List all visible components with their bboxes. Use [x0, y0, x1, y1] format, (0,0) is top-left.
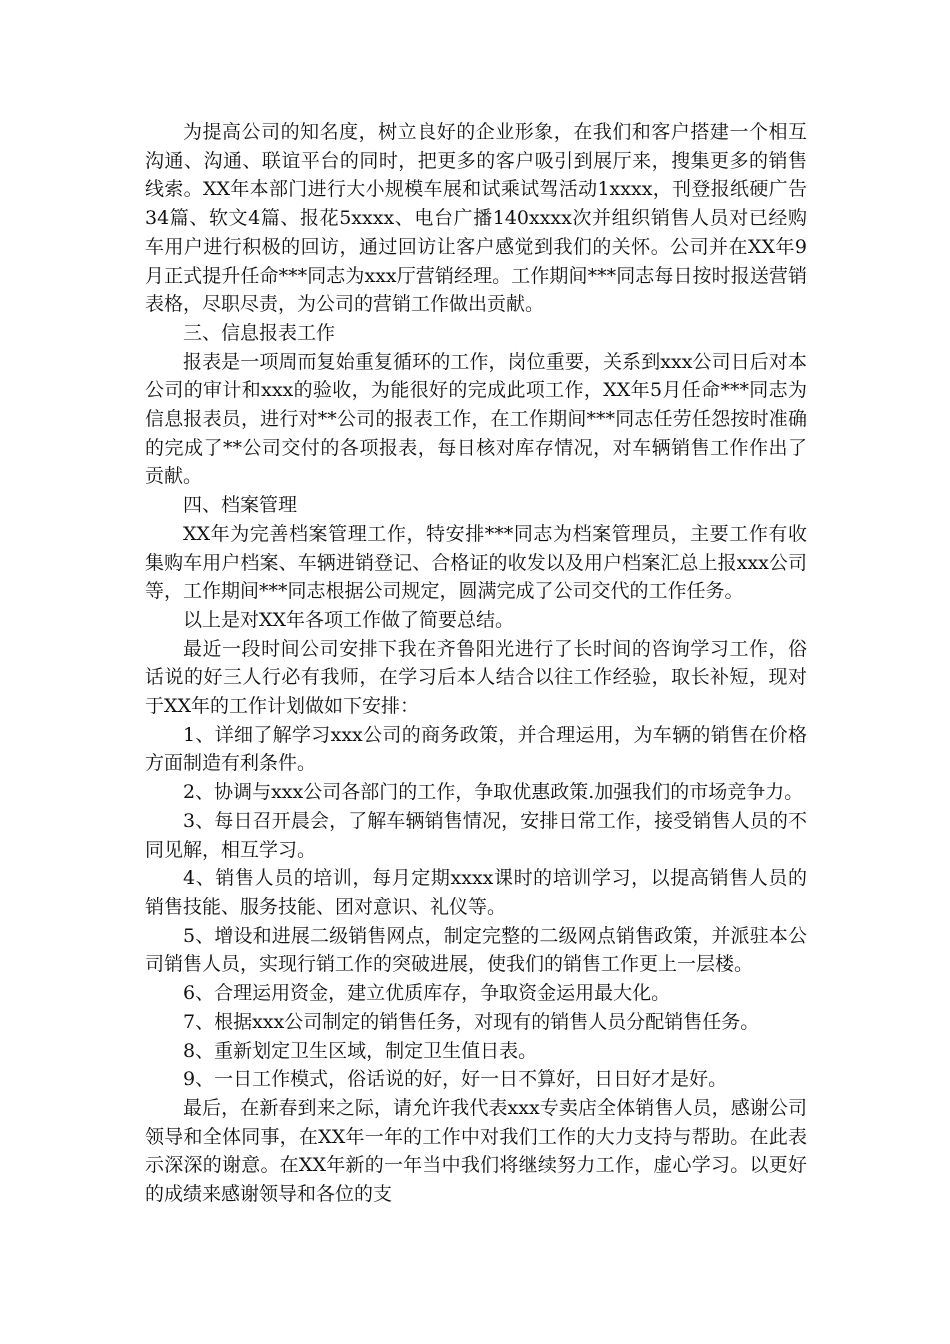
paragraph-closing: 最后，在新春到来之际，请允许我代表xxx专卖店全体销售人员，感谢公司领导和全体同事，在XX年一年的工作中对我们工作的大力支持与帮助。在此表示深深的谢意。在XX年新的一年当中我们将继续努力工作，虚心学习。以更好的成绩来感谢领导和各位的支 [145, 1096, 807, 1206]
document-body [145, 118, 807, 1209]
section-heading-reports: 三、信息报表工作 [183, 321, 336, 344]
paragraph-reports: 报表是一项周而复始重复循环的工作，岗位重要，关系到xxx公司日后对本公司的审计和xxx的验收，为能很好的完成此项工作，XX年5月任命***同志为信息报表员，进行对**公司的报表工作，在工作期间***同志任劳任怨按时准确的完成了**公司交付的各项报表，每日核对库存情况，对车辆销售工作作出了贡献。 [145, 350, 807, 488]
paragraph-archives: XX年为完善档案管理工作，特安排***同志为档案管理员，主要工作有收集购车用户档案、车辆进销登记、合格证的收发以及用户档案汇总上报xxx公司等，工作期间***同志根据公司规定，圆满完成了公司交代的工作任务。 [145, 522, 807, 603]
paragraph-summary: 以上是对XX年各项工作做了简要总结。 [183, 608, 515, 631]
plan-item-4: 4、销售人员的培训，每月定期xxxx课时的培训学习，以提高销售人员的销售技能、服务技能、团对意识、礼仪等。 [145, 867, 807, 918]
section-heading-archives: 四、档案管理 [183, 494, 298, 517]
plan-item-5: 5、增设和进展二级销售网点，制定完整的二级网点销售政策，并派驻本公司销售人员，实现行销工作的突破进展，使我们的销售工作更上一层楼。 [145, 924, 807, 976]
plan-item-1: 1、详细了解学习xxx公司的商务政策，并合理运用，为车辆的销售在价格方面制造有利条件。 [145, 723, 807, 775]
plan-item-8: 8、重新划定卫生区域，制定卫生值日表。 [183, 1039, 538, 1062]
plan-item-7: 7、根据xxx公司制定的销售任务，对现有的销售人员分配销售任务。 [183, 1010, 760, 1033]
paragraph-promotion: 为提高公司的知名度，树立良好的企业形象，在我们和客户搭建一个相互沟通、沟通、联谊平台的同时，把更多的客户吸引到展厅来，搜集更多的销售线索。XX年本部门进行大小规模车展和试乘试驾活动1xxxx，刊登报纸硬广告34篇、软文4篇、报花5xxxx、电台广播140xxxx次并组织销售人员对已经购车用户进行积极的回访，通过回访让客户感觉到我们的关怀。公司并在XX年9月正式提升任命***同志为xxx厅营销经理。工作期间***同志每日按时报送营销表格，尽职尽责，为公司的营销工作做出贡献。 [145, 121, 807, 316]
plan-item-6: 6、合理运用资金，建立优质库存，争取资金运用最大化。 [183, 982, 671, 1005]
plan-item-2: 2、协调与xxx公司各部门的工作，争取优惠政策.加强我们的市场竞争力。 [183, 781, 804, 804]
plan-item-9: 9、一日工作模式，俗话说的好，好一日不算好，日日好才是好。 [183, 1068, 728, 1091]
plan-item-3: 3、每日召开晨会，了解车辆销售情况，安排日常工作，接受销售人员的不同见解，相互学习。 [145, 809, 807, 861]
paragraph-plan-intro: 最近一段时间公司安排下我在齐鲁阳光进行了长时间的咨询学习工作，俗话说的好三人行必有我师，在学习后本人结合以往工作经验，取长补短，现对于XX年的工作计划做如下安排： [145, 637, 807, 718]
